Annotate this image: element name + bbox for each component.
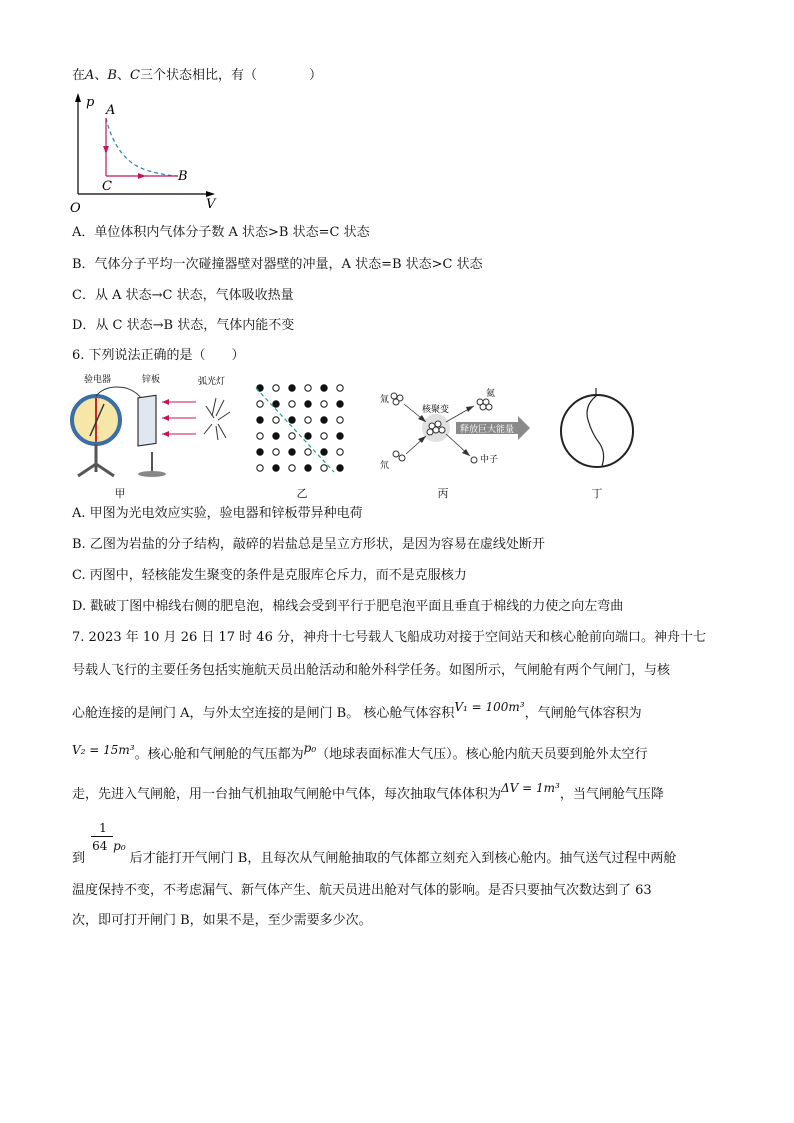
caption-jia: 甲 (114, 487, 126, 500)
lattice-ion-filled (337, 433, 343, 439)
cleavage-line (256, 388, 334, 472)
q7-line-7: 温度保持不变，不考虑漏气、新气体产生、航天员进出舱对气体的影响。是否只要抽气次数达到了 63 (72, 883, 652, 898)
label-tritium: 氚 (380, 395, 390, 405)
q5-option-d: D．从 C 状态→B 状态，气体内能不变 (72, 318, 295, 333)
figure-bing (370, 382, 540, 482)
lattice-ion-filled (321, 385, 327, 391)
figure-yi (252, 380, 352, 476)
lattice-ion-filled (321, 417, 327, 423)
cotton-thread (587, 388, 604, 466)
q7-line-2: 号载人飞行的主要任务包括实施航天员出舱活动和舱外科学任务。如图所示，气闸舱有两个气闸门，与核 (72, 663, 671, 678)
label-energy: 释放巨大能量 (460, 425, 515, 435)
figure-jia (66, 372, 246, 484)
helium-nucleus (477, 399, 492, 410)
label-deuterium: 氘 (380, 461, 390, 471)
lattice-ion-filled (321, 449, 327, 455)
lattice-ion-filled (273, 401, 279, 407)
p-axis-arrow (75, 93, 81, 102)
q6-option-b: B. 乙图为岩盐的分子结构，敲碎的岩盐总是呈立方形状，是因为容易在虚线处断开 (72, 537, 545, 552)
graph-point-c: C (102, 179, 112, 194)
math-dv: ΔV = 1m³ (501, 781, 560, 795)
lattice-ion-filled (257, 417, 263, 423)
q5-option-b: B．气体分子平均一次碰撞器壁对器壁的冲量，A 状态=B 状态>C 状态 (72, 257, 483, 272)
lattice-ion-hollow (273, 385, 279, 391)
caption-bing: 丙 (437, 487, 449, 500)
fraction-numerator: 1 (99, 821, 107, 835)
q6-stem: 6. 下列说法正确的是（ ） (72, 348, 245, 363)
q7-line-1: 7. 2023 年 10 月 26 日 17 时 46 分，神舟十七号载人飞船成功对接于空间站天和核心舱前向端口。神舟十七 (72, 630, 706, 645)
lattice-ion-hollow (305, 449, 311, 455)
arrow-c-to-b (138, 173, 146, 179)
lattice-ion-hollow (321, 433, 327, 439)
lattice-ion-filled (273, 465, 279, 471)
q5-option-a: A．单位体积内气体分子数 A 状态>B 状态=C 状态 (72, 225, 370, 240)
graph-y-label: p (86, 95, 95, 110)
lattice-ion-filled (289, 449, 295, 455)
lattice-ion-hollow (257, 465, 263, 471)
lattice-ion-hollow (337, 449, 343, 455)
arrow-a-to-c (103, 146, 109, 154)
lattice-ion-hollow (305, 385, 311, 391)
q6-option-a: A. 甲图为光电效应实验，验电器和锌板带异种电荷 (72, 506, 363, 521)
q7-line-6: 到 $\frac{1}{64}$ p₀后才能打开气闸门 B，且每次从气闸舱抽取的气体都立刻充入到核心舱内。抽气送气过程中两舱 (72, 821, 677, 866)
lattice-ion-filled (337, 465, 343, 471)
q5-stem: 在A、B、C三个状态相比，有（ ） (72, 68, 322, 83)
figure-ding (552, 384, 642, 476)
lattice-ion-filled (273, 433, 279, 439)
zinc-plate (138, 395, 156, 446)
lattice-ion-filled (305, 465, 311, 471)
lattice-ion-hollow (289, 433, 295, 439)
lattice-ion-hollow (321, 465, 327, 471)
lattice-ion-hollow (273, 449, 279, 455)
lattice-ion-filled (305, 433, 311, 439)
label-neutron: 中子 (480, 455, 499, 465)
label-fusion: 核聚变 (422, 405, 450, 415)
arc-lamp (204, 398, 230, 440)
label-arc-lamp: 弧光灯 (198, 377, 226, 387)
graph-point-a: A (106, 103, 116, 118)
graph-x-label: V (206, 197, 216, 212)
fraction-denominator: 64 (92, 839, 108, 853)
q6-option-c: C. 丙图中，轻核能发生聚变的条件是克服库仑斥力，而不是克服核力 (72, 568, 467, 583)
q7-line-3: 心舱连接的是闸门 A，与外太空连接的是闸门 B。 核心舱气体容积V₁ = 100m³，气闸舱气体容积为 (72, 700, 642, 721)
deuterium-nucleus (393, 451, 405, 461)
lattice-ion-hollow (273, 417, 279, 423)
wire-ring (561, 395, 633, 467)
lattice-ion-hollow (321, 401, 327, 407)
pv-graph (66, 90, 226, 214)
fraction-p0: p₀ (113, 839, 126, 853)
lattice-ion-filled (257, 449, 263, 455)
lattice-dots (257, 385, 343, 471)
graph-origin: O (70, 201, 81, 214)
label-zinc-plate: 锌板 (142, 375, 161, 385)
lattice-ion-hollow (289, 401, 295, 407)
q5-option-c: C．从 A 状态→C 状态，气体吸收热量 (72, 288, 294, 303)
lattice-ion-filled (337, 401, 343, 407)
caption-ding: 丁 (591, 487, 603, 500)
lattice-ion-hollow (337, 417, 343, 423)
q6-option-d: D. 戳破丁图中棉线右侧的肥皂泡，棉线会受到平行于肥皂泡平面且垂直于棉线的力使之向左弯曲 (72, 599, 624, 614)
zinc-plate-base (138, 471, 166, 477)
math-v2: V₂ = 15m³ (72, 743, 135, 757)
label-electroscope: 验电器 (84, 375, 112, 385)
math-p0: p₀ (303, 741, 317, 755)
lattice-ion-hollow (289, 465, 295, 471)
caption-yi: 乙 (296, 487, 308, 500)
q7-line-5: 走，先进入气闸舱，用一台抽气机抽取气闸舱中气体，每次抽取气体体积为ΔV = 1m³，当气闸舱气压降 (72, 781, 664, 802)
label-helium: 氦 (486, 389, 496, 399)
graph-point-b: B (178, 169, 188, 184)
lattice-ion-filled (305, 401, 311, 407)
q7-line-8: 次，即可打开闸门 B，如果不是，至少需要多少次。 (72, 913, 372, 928)
lattice-ion-hollow (337, 385, 343, 391)
lattice-ion-filled (289, 417, 295, 423)
q7-line-4: V₂ = 15m³。核心舱和气闸舱的气压都为p₀（地球表面标准大气压）。核心舱内航天员要到舱外太空行 (72, 741, 648, 762)
isotherm-curve (106, 118, 178, 176)
lattice-ion-filled (289, 385, 295, 391)
lattice-ion-hollow (305, 417, 311, 423)
math-v1: V₁ = 100m³ (454, 700, 525, 714)
lattice-ion-hollow (257, 433, 263, 439)
lattice-ion-hollow (257, 401, 263, 407)
neutron (471, 457, 477, 463)
tritium-nucleus (391, 393, 403, 405)
